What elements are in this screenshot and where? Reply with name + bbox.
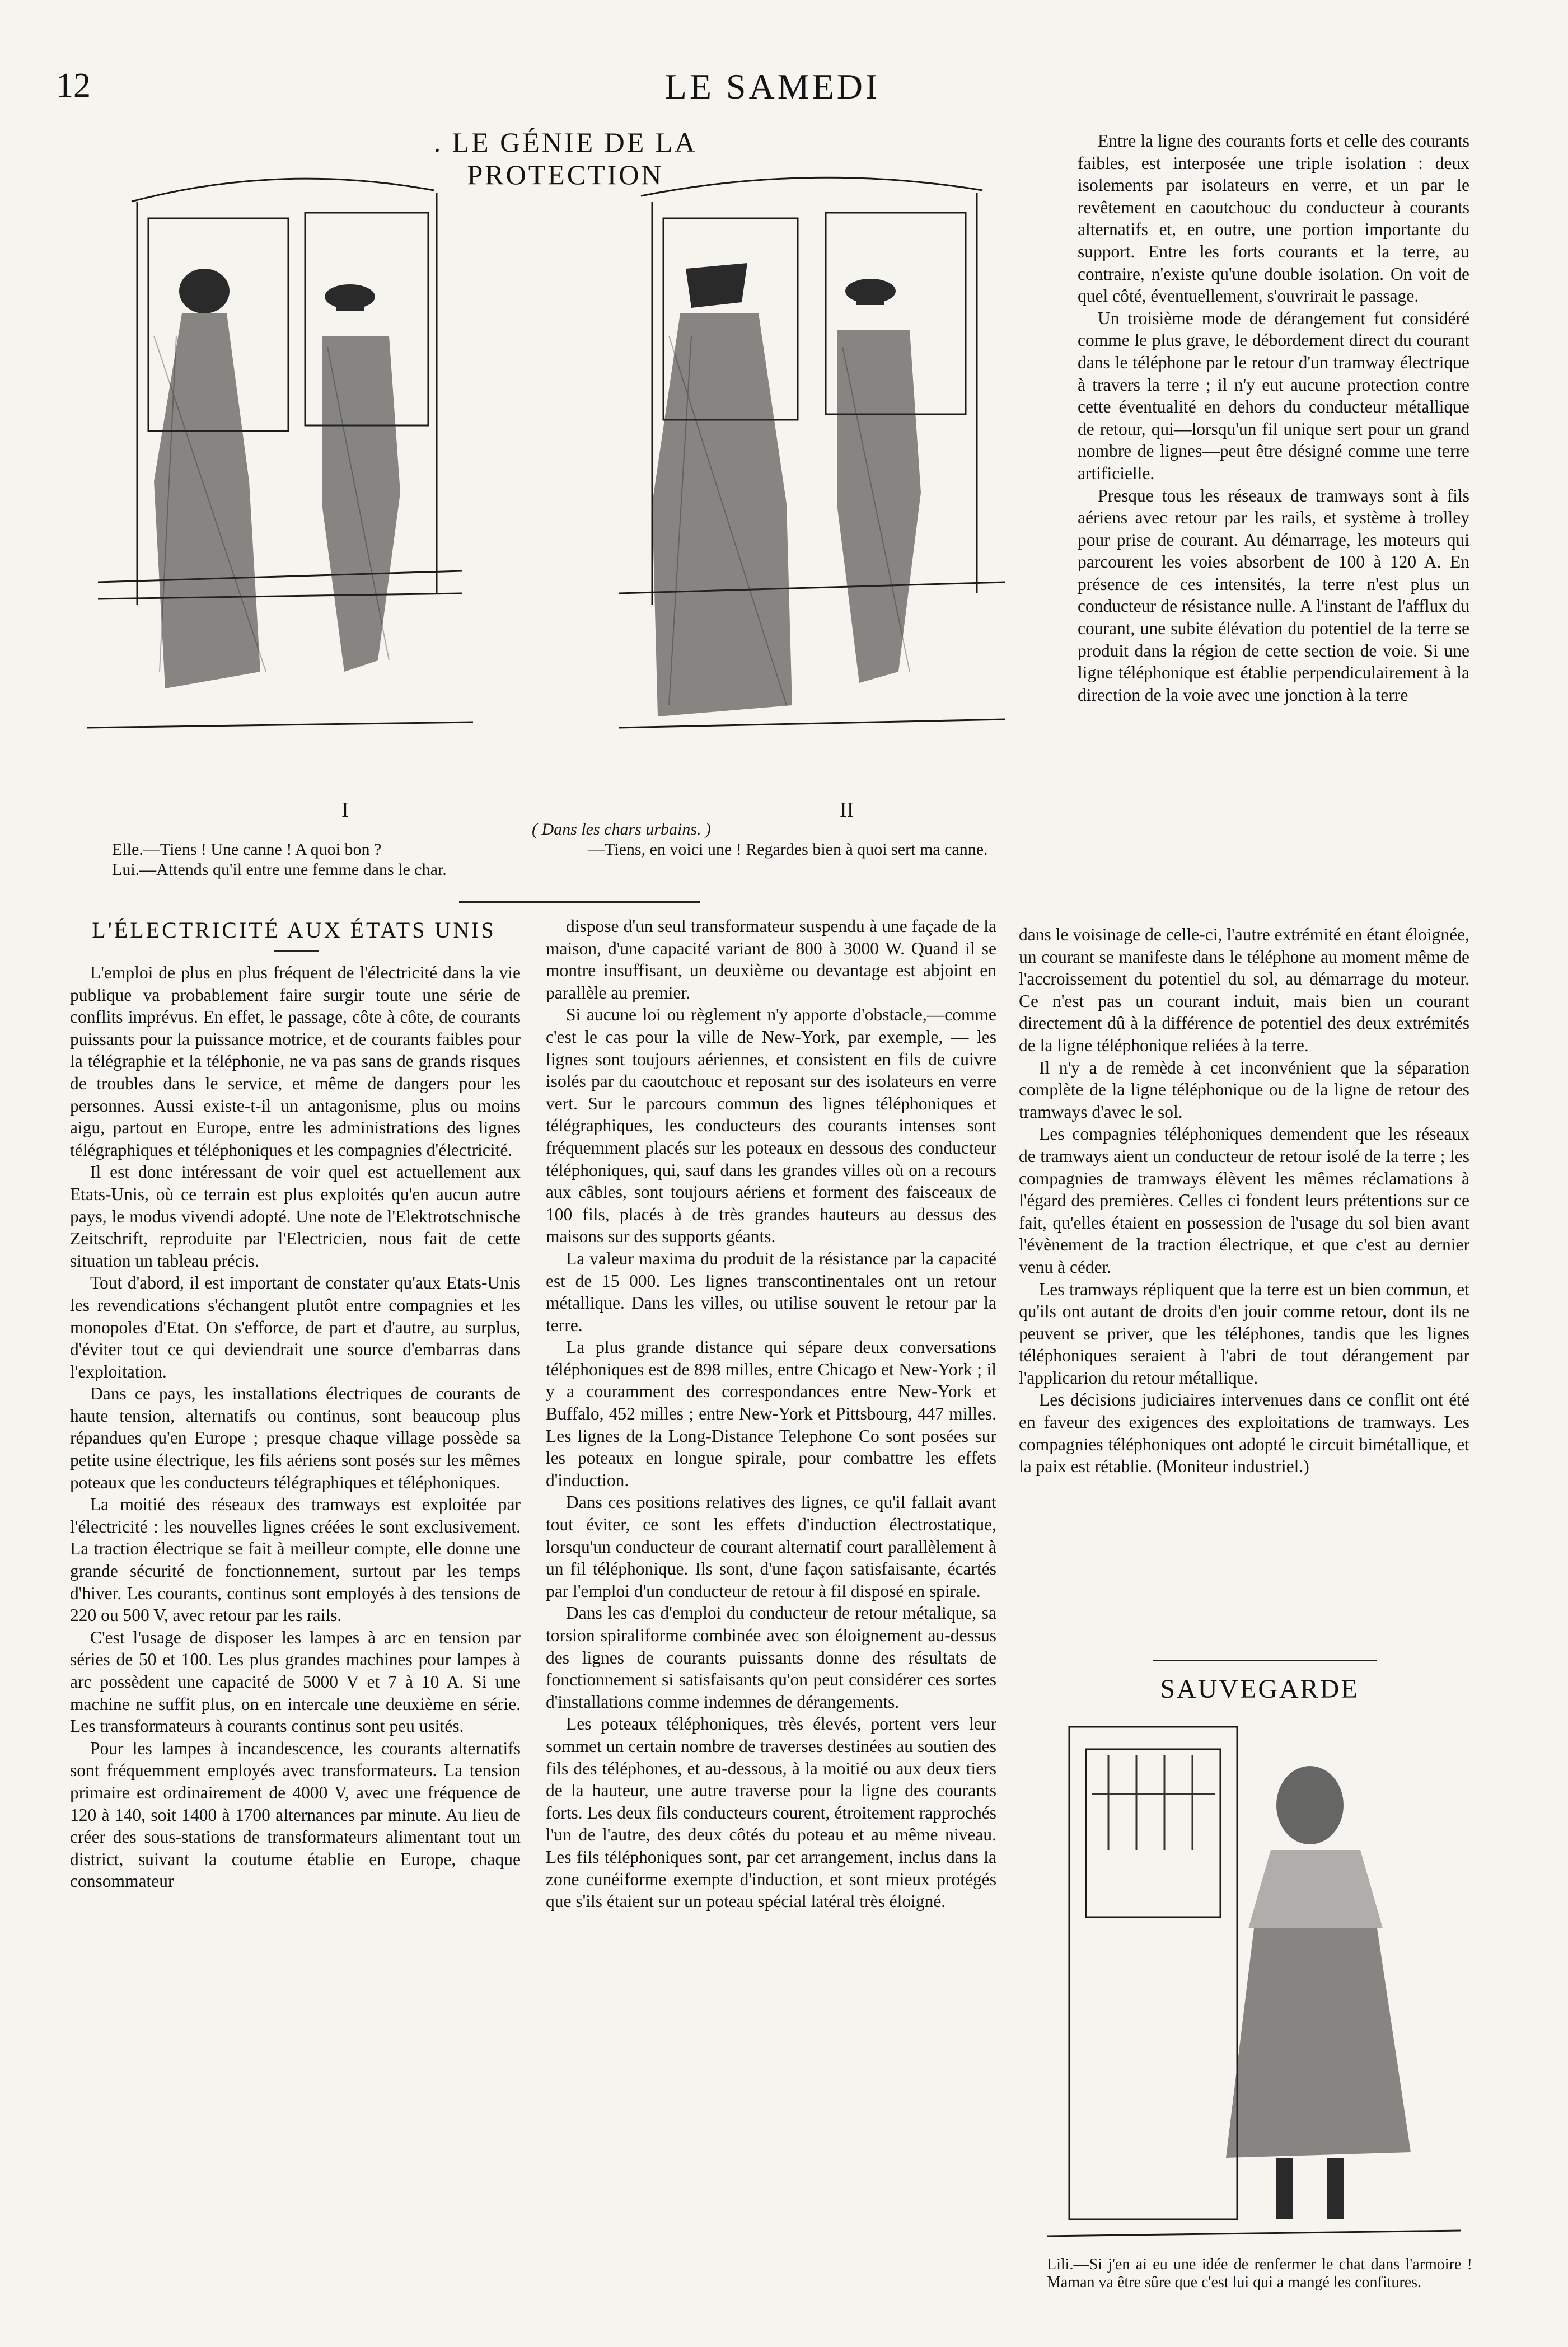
girl-at-cupboard-illustration bbox=[1047, 1716, 1461, 2247]
article-column-3-bottom bbox=[1019, 924, 1469, 1478]
separator-rule bbox=[459, 901, 700, 903]
paragraph: dispose d'un seul transformateur suspendu à une façade de la maison, d'une capacité variant de 800 à 3000 W. Quand il se montre insuffisant, un deuxième ou devantage est abjoint en parallèle au premier. bbox=[546, 916, 996, 1002]
sauvegarde-rule bbox=[1153, 1660, 1377, 1661]
paragraph: Il n'y a de remède à cet inconvénient que la séparation complète de la ligne téléphonique ou de la ligne de retour des tramways d'avec le sol. bbox=[1019, 1057, 1469, 1122]
page-number: 12 bbox=[56, 67, 91, 105]
title-underline bbox=[274, 950, 319, 952]
paragraph: Dans ces positions relatives des lignes, ce qu'il fallait avant tout éviter, ce sont les effets d'induction électrostatique, lorsqu'un conducteur de courant alternatif court parallèlement à un fil téléphonique. Ils sont, d'une façon satisfaisante, écartés par l'emploi d'un conducteur de retour à fil disposé en spirale. bbox=[546, 1492, 996, 1601]
paragraph: Pour les lampes à incandescence, les courants alternatifs sont fréquemment employés avec transformateurs. La tension primaire est ordinairement de 4000 V, avec une fréquence de 120 à 140, soit 1400 à 1700 alternances par minute. Au lieu de créer des sous-stations de transformateurs alimentant tout un district, suivant la coutume établie en Europe, chaque consommateur bbox=[70, 1738, 521, 1891]
paragraph: Les poteaux téléphoniques, très élevés, portent vers leur sommet un certain nombre de traverses destinées au soutien des fils des téléphones, et au-dessous, à la moitié ou aux deux tiers de la hauteur, une autre traverse pour la ligne des courants forts. Les deux fils conducteurs courent, étroitement rapprochés l'un de l'autre, des deux côtés du poteau et au même niveau. Les fils téléphoniques sont, par cet arrangement, inclus dans la zone cunéiforme exempte d'induction, et sont mieux protégés que s'ils étaient sur un poteau spécial latéral très éloigné. bbox=[546, 1714, 996, 1912]
paragraph: La plus grande distance qui sépare deux conversations téléphoniques est de 898 milles, entre Chicago et New-York ; il y a couramment des correspondances entre New-York et Buffalo, 452 milles ; entre New-York et Pittsbourg, 447 milles. Les lignes de la Long-Distance Telephone Co sont posées sur les poteaux en longue spirale, pour combattre les effets d'induction. bbox=[546, 1337, 996, 1490]
article-column-2 bbox=[546, 915, 996, 1913]
paragraph: Il est donc intéressant de voir quel est actuellement aux Etats-Unis, où ce terrain est plus exploités qu'en aucun autre pays, le modus vivendi adopté. Une note de l'Elektrotschnische Zeitschrift, reproduite par l'Electricien, nous fait de cette situation un tableau précis. bbox=[70, 1162, 521, 1271]
article-column-3-top bbox=[1078, 130, 1469, 706]
paragraph: Les tramways répliquent que la terre est un bien commun, et qu'ils ont autant de droits d'en jouir comme retour, dont ils ne peuvent se priver, que les téléphones, tandis que les lignes téléphoniques seraient à l'abri de tout dérangement par l'applicarion du retour métallique. bbox=[1019, 1279, 1469, 1388]
paragraph: Entre la ligne des courants forts et celle des courants faibles, est interposée une triple isolation : deux isolements par isolateurs en verre, et un par le revêtement en caoutchouc du conducteur à courants alternatifs et, en outre, une portion importante du support. Entre les forts courants et la terre, au contraire, n'existe qu'une double isolation. On voit de quel côté, éventuellement, s'ouvrirait le passage. bbox=[1078, 131, 1469, 306]
cartoon-panel-1 bbox=[87, 168, 473, 733]
article-column-1 bbox=[70, 962, 521, 1892]
cartoon-setting: ( Dans les chars urbains. ) bbox=[532, 820, 711, 838]
paragraph: Dans ce pays, les installations électriques de courants de haute tension, alternatifs ou continus, sont beaucoup plus répandues qu'en Europe ; presque chaque village possède sa petite usine électrique, les fils aériens sont posés sur les mêmes poteaux que les conducteurs télégraphiques et téléphoniques. bbox=[70, 1384, 521, 1492]
sauvegarde-caption: Lili.—Si j'en ai eu une idée de renfermer le chat dans l'armoire ! Maman va être sûre que c'est lui qui a mangé les confitures. bbox=[1047, 2256, 1472, 2291]
paragraph: La moitié des réseaux des tramways est exploitée par l'électricité : les nouvelles lignes créées le sont exclusivement. La traction électrique se fait à meilleur compte, elle donne une grande sécurité de fonctionnement, surtout par les temps d'hiver. Les courants, continus sont employés à des tensions de 220 ou 500 V, avec retour par les rails. bbox=[70, 1495, 521, 1625]
cartoon-panel-2 bbox=[619, 168, 1005, 733]
caption-right: —Tiens, en voici une ! Regardes bien à quoi sert ma canne. bbox=[588, 840, 988, 859]
tram-woman-cane-illustration bbox=[619, 168, 1005, 733]
paragraph: Tout d'abord, il est important de constater qu'aux Etats-Unis les revendications s'échangent plutôt entre compagnies et les monopoles d'Etat. On s'efforce, de part et d'autre, au surplus, d'éviter tout ce qui deviendrait une source d'embarras dans l'exploitation. bbox=[70, 1273, 521, 1381]
cartoon-title: . LE GÉNIE DE LA PROTECTION bbox=[433, 127, 698, 190]
paragraph: La valeur maxima du produit de la résistance par la capacité est de 15 000. Les lignes transcontinentales ont un retour métallique. Dans les villes, ou utilise souvent le retour par la terre. bbox=[546, 1248, 996, 1335]
caption-left-2: Lui.—Attends qu'il entre une femme dans le char. bbox=[112, 860, 447, 879]
paragraph: dans le voisinage de celle-ci, l'autre extrémité en étant éloignée, un courant se manifeste dans le téléphone au moment même de l'accroissement du potentiel du sol, au démarrage du moteur. Ce n'est pas un courant induit, mais bien un courant directement dû à la différence de potentiel des deux extrémités de la ligne téléphonique reliées à la terre. bbox=[1019, 925, 1469, 1055]
paragraph: Presque tous les réseaux de tramways sont à fils aériens avec retour par les rails, et système à trolley pour prise de courant. Au démarrage, les moteurs qui parcourent les voies absorbent de 100 à 120 A. En présence de ces intensités, la terre n'est plus un conducteur de résistance nulle. A l'instant de l'afflux du courant, une subite élévation du potentiel de la terre se produit dans la région de cette section de voie. Si une ligne téléphonique est établie perpendiculairement à la direction de la voie avec une jonction à la terre bbox=[1078, 485, 1469, 705]
paragraph: L'emploi de plus en plus fréquent de l'électricité dans la vie publique va probablement faire surgir toute une série de conflits imprévus. En effet, le passage, côte à côte, de courants puissants pour la puissance motrice, et de courants faibles pour la télégraphie et la téléphonie, ne va pas sans de grands risques de troubles dans le service, et même de dangers pour les personnes. Aussi existe-t-il un antagonisme, plus ou moins aigu, partout en Europe, entre les administrations des lignes télégraphiques et téléphoniques et les compagnies d'électricité. bbox=[70, 963, 521, 1160]
sauvegarde-title: SAUVEGARDE bbox=[1160, 1674, 1359, 1704]
panel-2-number: II bbox=[840, 798, 854, 822]
caption-left-1: Elle.—Tiens ! Une canne ! A quoi bon ? bbox=[112, 840, 382, 859]
sauvegarde-illustration bbox=[1047, 1716, 1461, 2247]
paragraph: C'est l'usage de disposer les lampes à arc en tension par séries de 50 et 100. Les plus grandes machines pour lampes à arc possèdent une capacité de 5000 V et 7 à 10 A. Si une machine ne suffit plus, on en intercale une deuxième en série. Les transformateurs à courants continus sont peu usités. bbox=[70, 1627, 521, 1736]
tram-couple-illustration bbox=[87, 168, 473, 733]
paragraph: Les compagnies téléphoniques demendent que les réseaux de tramways aient un conducteur de retour isolé de la terre ; les compagnies de tramways élèvent les mêmes réclamations à l'égard des premières. Celles ci fondent leurs prétentions sur ce fait, qu'elles étaient en possession de l'usage du sol bien avant l'évènement de la traction électrique, et que c'est au dernier venu à céder. bbox=[1019, 1124, 1469, 1277]
publication-title: LE SAMEDI bbox=[664, 67, 881, 106]
page-header bbox=[56, 66, 1489, 111]
article-title: L'ÉLECTRICITÉ AUX ÉTATS UNIS bbox=[92, 917, 496, 943]
paragraph: Si aucune loi ou règlement n'y apporte d'obstacle,—comme c'est le cas pour la ville de New-York, par exemple, — les lignes sont toujours aériennes, et consistent en fils de cuivre isolés par du caoutchouc et reposant sur des isolateurs en verre vert. Sur le parcours commun des lignes téléphoniques et télégraphiques, les conducteurs des courants intenses sont fréquemment placés sur les poteaux en dessous des conducteur téléphoniques, qui, sauf dans les grandes villes où on a recours aux câbles, sont toujours aériens et forment des faisceaux de 100 fils, placés à de très grandes hauteurs au dessus des maisons sur des supports géants. bbox=[546, 1005, 996, 1247]
paragraph: Dans les cas d'emploi du conducteur de retour métalique, sa torsion spiraliforme combinée avec son éloignement au-dessus des lignes de courants puissants donne des résultats de fonctionnement si satisfaisants qu'on peut considérer ces sortes d'installations comme indemnes de dérangements. bbox=[546, 1603, 996, 1712]
paragraph: Un troisième mode de dérangement fut considéré comme le plus grave, le débordement direct du courant dans le téléphone par le retour d'un tramway électrique à travers la terre ; il n'y eut aucune protection contre cette éventualité en dehors du conducteur métallique de retour, qui—lorsqu'un fil unique sert pour un grand nombre de lignes—peut être désigné comme une terre artificielle. bbox=[1078, 308, 1469, 483]
paragraph: Les décisions judiciaires intervenues dans ce conflit ont été en faveur des exigences des exploitations de tramways. Les compagnies téléphoniques ont adopté le circuit bimétallique, et la paix est rétablie. (Moniteur industriel.) bbox=[1019, 1390, 1469, 1477]
panel-1-number: I bbox=[341, 798, 349, 822]
